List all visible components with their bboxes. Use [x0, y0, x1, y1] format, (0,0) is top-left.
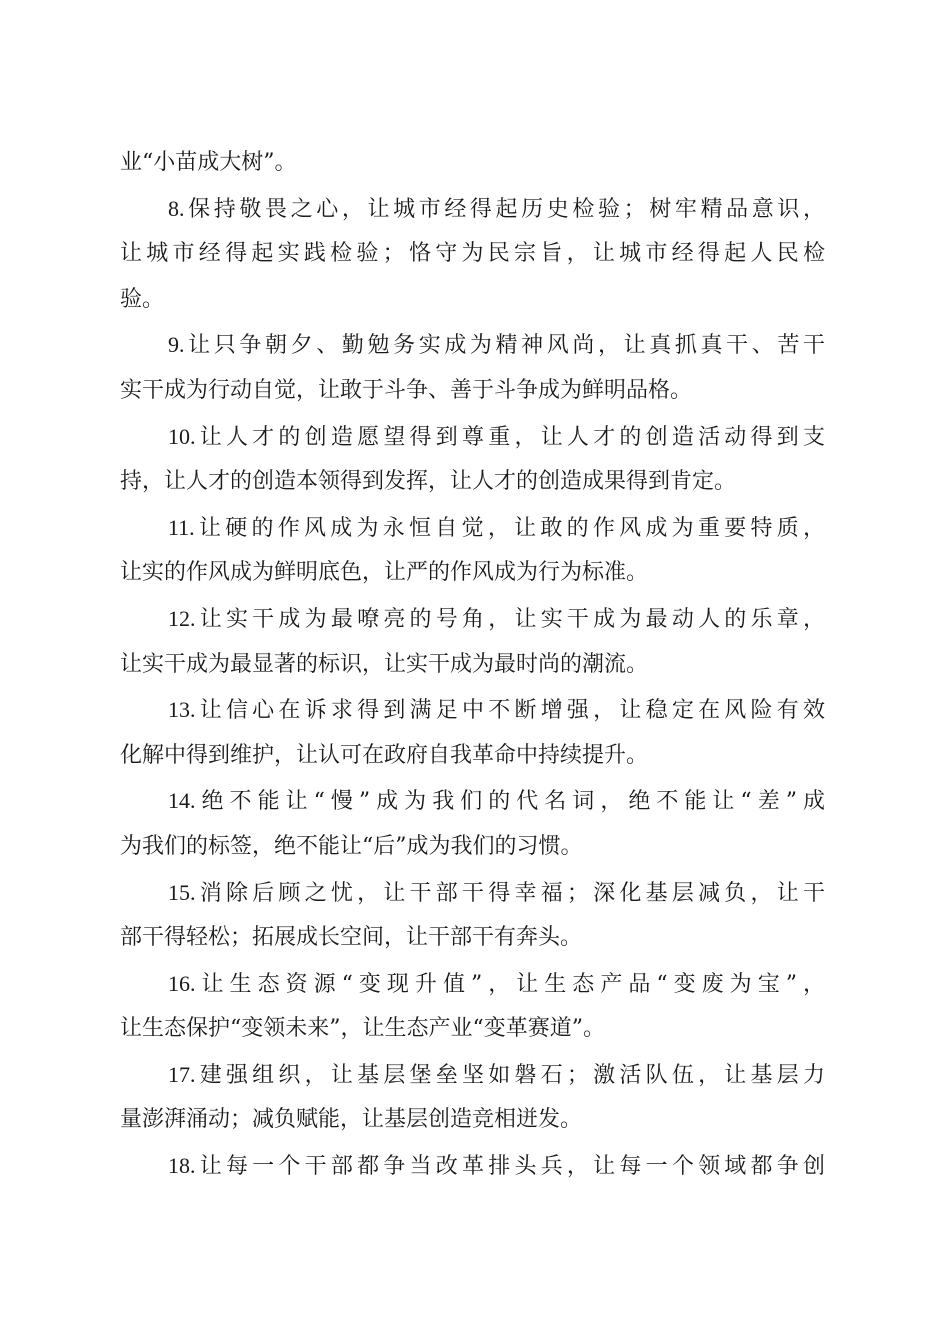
- paragraph-number: 11.: [168, 514, 195, 540]
- paragraph: [120, 414, 825, 505]
- paragraph-line: [120, 322, 825, 368]
- paragraph-text: 保持敬畏之心，让城市经得起历史检验；树牢精品意识，: [184, 196, 825, 222]
- paragraph-line: [120, 1006, 825, 1052]
- paragraph-line: [120, 140, 825, 186]
- document-page: [120, 140, 825, 1189]
- paragraph-text: 量澎湃涌动；减负赋能，让基层创造竞相迸发。: [120, 1107, 583, 1133]
- paragraph-text: 绝不能让“慢”成为我们的代名词，绝不能让“差”成: [195, 789, 825, 815]
- paragraph-text: 让人才的创造愿望得到尊重，让人才的创造活动得到支: [195, 424, 825, 450]
- paragraph-line: [120, 1143, 825, 1189]
- paragraph-line: [120, 915, 825, 961]
- paragraph-text: 让城市经得起实践检验；恪守为民宗旨，让城市经得起人民检: [120, 241, 825, 267]
- paragraph: [120, 778, 825, 869]
- paragraph: [120, 1143, 825, 1189]
- paragraph-text: 业“小苗成大树”。: [120, 150, 297, 175]
- paragraph-number: 18.: [168, 1153, 196, 1179]
- paragraph-number: 10.: [168, 423, 196, 449]
- paragraph: [120, 961, 825, 1052]
- paragraph-text: 让硬的作风成为永恒自觉，让敢的作风成为重要特质，: [194, 515, 825, 541]
- paragraph-line: [120, 277, 825, 323]
- paragraph-line: [120, 596, 825, 642]
- paragraph-line: [120, 733, 825, 779]
- paragraph-text: 让只争朝夕、勤勉务实成为精神风尚，让真抓真干、苦干: [184, 333, 825, 359]
- paragraph-line: [120, 870, 825, 916]
- paragraph: [120, 1052, 825, 1143]
- paragraph-line: [120, 1052, 825, 1098]
- paragraph-text: 让信心在诉求得到满足中不断增强，让稳定在风险有效: [195, 698, 825, 724]
- paragraph-number: 9.: [168, 332, 185, 358]
- paragraph-number: 13.: [168, 697, 196, 723]
- paragraph: [120, 140, 825, 186]
- paragraph-text: 实干成为行动自觉，让敢于斗争、善于斗争成为鲜明品格。: [120, 377, 693, 403]
- paragraph-number: 15.: [168, 879, 196, 905]
- paragraph-line: [120, 778, 825, 824]
- paragraph-number: 12.: [168, 605, 196, 631]
- paragraph-line: [120, 961, 825, 1007]
- paragraph-text: 让生态资源“变现升值”，让生态产品“变废为宝”，: [195, 971, 825, 997]
- paragraph-text: 让每一个干部都争当改革排头兵，让每一个领域都争创: [195, 1154, 825, 1180]
- paragraph-line: [120, 824, 825, 870]
- paragraph-line: [120, 186, 825, 232]
- paragraph-line: [120, 550, 825, 596]
- paragraph-text: 让实干成为最嘹亮的号角，让实干成为最动人的乐章，: [195, 606, 825, 632]
- paragraph-line: [120, 642, 825, 688]
- paragraph-number: 16.: [168, 970, 196, 996]
- paragraph-text: 让实干成为最显著的标识，让实干成为最时尚的潮流。: [120, 651, 649, 677]
- paragraph-number: 17.: [168, 1061, 196, 1087]
- paragraph-text: 为我们的标签，绝不能让“后”成为我们的习惯。: [120, 833, 583, 859]
- paragraph-line: [120, 368, 825, 414]
- paragraph: [120, 687, 825, 778]
- paragraph-text: 验。: [120, 286, 165, 312]
- paragraph: [120, 596, 825, 687]
- paragraph-text: 让实的作风成为鲜明底色，让严的作风成为行为标准。: [120, 560, 649, 586]
- paragraph-text: 消除后顾之忧，让干部干得幸福；深化基层减负，让干: [195, 880, 825, 906]
- paragraph: [120, 186, 825, 323]
- paragraph-text: 部干得轻松；拓展成长空间，让干部干有奔头。: [120, 925, 583, 951]
- paragraph-line: [120, 505, 825, 551]
- paragraph-number: 8.: [168, 195, 185, 221]
- paragraph-text: 建强组织，让基层堡垒坚如磐石；激活队伍，让基层力: [195, 1062, 825, 1088]
- paragraph-text: 持，让人才的创造本领得到发挥，让人才的创造成果得到肯定。: [120, 469, 737, 495]
- paragraph-line: [120, 414, 825, 460]
- paragraph: [120, 870, 825, 961]
- paragraph: [120, 322, 825, 413]
- paragraph: [120, 505, 825, 596]
- paragraph-text: 化解中得到维护，让认可在政府自我革命中持续提升。: [120, 742, 649, 768]
- paragraph-line: [120, 459, 825, 505]
- paragraph-line: [120, 687, 825, 733]
- paragraph-number: 14.: [168, 788, 196, 814]
- paragraph-text: 让生态保护“变领未来”，让生态产业“变革赛道”。: [120, 1016, 605, 1042]
- paragraph-line: [120, 231, 825, 277]
- paragraph-line: [120, 1097, 825, 1143]
